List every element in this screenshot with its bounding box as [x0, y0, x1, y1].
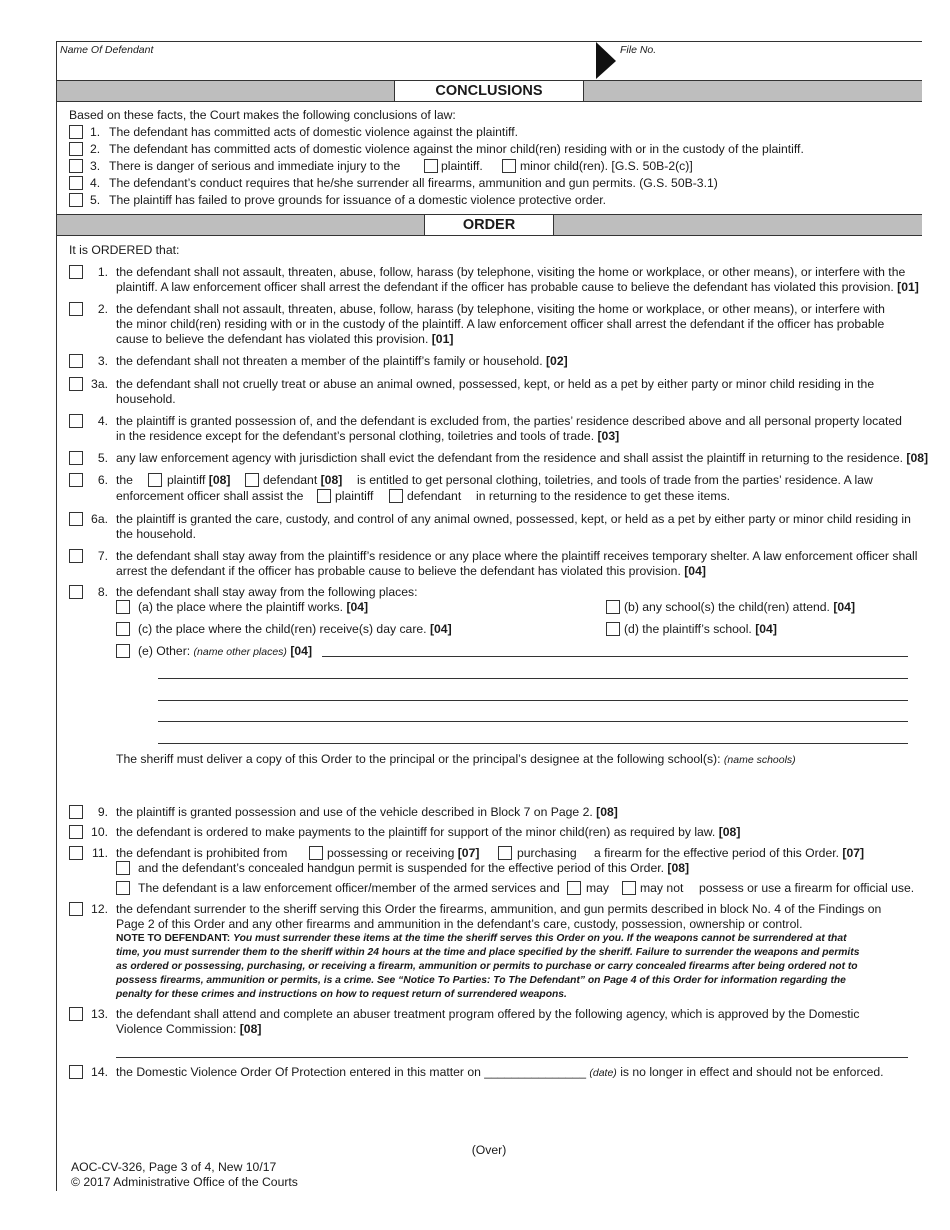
conclusion-text: The defendant has committed acts of domestic violence against the minor child(ren) residing with or in the custody of the plaintiff. [109, 142, 804, 156]
over-label: (Over) [471, 1143, 507, 1157]
order-code: [04] [833, 600, 856, 614]
order-number: 3a. [91, 377, 108, 391]
order-code: [03] [597, 429, 620, 443]
order-code: [08] [596, 805, 618, 819]
conclusion-number: 4. [90, 176, 101, 190]
arrow-marker-icon [596, 42, 618, 80]
place-b-label: (b) any school(s) the child(ren) attend. [624, 600, 830, 614]
conclusion-text: There is danger of serious and immediate injury to the [109, 159, 401, 173]
sheriff-delivery-hint: (name schools) [723, 754, 796, 766]
place-e-label: (e) Other: [138, 644, 191, 658]
order-title: ORDER [424, 214, 554, 236]
other-places-line[interactable] [158, 721, 908, 722]
order-number: 14. [91, 1065, 108, 1079]
order-code: [01] [897, 280, 919, 294]
note-label: NOTE TO DEFENDANT: [116, 933, 231, 944]
order-number: 5. [97, 451, 108, 465]
date-blank[interactable]: _______________ [484, 1065, 586, 1079]
order-code: [02] [546, 354, 568, 368]
order-text-line: the defendant surrender to the sheriff serving this Order the firearms, ammunition, and gun permits described in block No. 4 of the Findings on [116, 902, 882, 916]
order-text-line: cause to believe the defendant has violated this provision. [116, 332, 429, 346]
date-hint: (date) [589, 1067, 617, 1079]
order-text-line: Violence Commission: [116, 1022, 237, 1036]
conclusion-1-checkbox[interactable] [69, 125, 83, 139]
order-code: [01] [431, 332, 454, 346]
order-number: 9. [97, 805, 108, 819]
order-text-line: possess or use a firearm for official use. [699, 881, 915, 895]
order-code: [04] [684, 564, 706, 578]
order-text-line: The defendant is a law enforcement officer/member of the armed services and [138, 881, 560, 895]
order-intro: It is ORDERED that: [69, 243, 180, 257]
order-number: 6a. [91, 512, 108, 526]
order-number: 12. [91, 902, 108, 916]
defendant-name-field[interactable] [200, 50, 580, 70]
order-text-line: the defendant shall attend and complete an abuser treatment program offered by the following agency, which is approved by the Domestic [116, 1007, 860, 1021]
order-text-line: the defendant shall not cruelly treat or abuse an animal owned, possessed, kept, or held as a pet by either party or minor child residing in the [116, 377, 875, 391]
note-text: as ordered or possessing, purchasing, or receiving a firearm, ammunition or permits to purchase or carry concealed firearms after being ordered not to [116, 961, 858, 972]
assist-plaintiff-checkbox[interactable] [317, 489, 331, 503]
order-number: 4. [97, 414, 108, 428]
order-text-line: household. [116, 392, 176, 406]
order-code: [07] [457, 846, 480, 860]
order-code: [08] [718, 825, 741, 839]
other-places-line[interactable] [158, 743, 908, 744]
danger-plaintiff-checkbox[interactable] [424, 159, 438, 173]
may-not-label: may not [640, 881, 684, 895]
other-places-line[interactable] [158, 678, 908, 679]
assist-plaintiff-label: plaintiff [335, 489, 374, 503]
order-code: [08] [906, 451, 929, 465]
order-text-line: the defendant is ordered to make payments to the plaintiff for support of the minor child(ren) as required by law. [116, 825, 716, 839]
order-text-line: the defendant shall not threaten a member of the plaintiff’s family or household. [116, 354, 543, 368]
retrieve-defendant-label: defendant [263, 473, 318, 487]
order-number: 2. [97, 302, 108, 316]
other-places-line[interactable] [158, 700, 908, 701]
conclusion-number: 3. [90, 159, 101, 173]
order-number: 1. [97, 265, 108, 279]
prohibit-possessing-label: possessing or receiving [327, 846, 455, 860]
order-text-line: the [116, 473, 133, 487]
order-text-line: the Domestic Violence Order Of Protection entered in this matter on [116, 1065, 481, 1079]
file-number-field[interactable] [670, 50, 910, 70]
place-e-checkbox[interactable] [116, 644, 130, 658]
order-text-line: the defendant shall not assault, threaten, abuse, follow, harass (by telephone, visiting the home or workplace, or other means), or interfere with [116, 302, 885, 316]
order-number: 8. [97, 585, 108, 599]
order-text-line: and the defendant’s concealed handgun permit is suspended for the effective period of this Order. [138, 861, 664, 875]
order-code: [08] [239, 1022, 262, 1036]
order-number: 11. [91, 846, 108, 860]
conclusion-number: 2. [90, 142, 101, 156]
place-e-hint: (name other places) [193, 646, 287, 658]
note-text: possess firearms, ammunition or permits, is a crime. See “Notice To Parties: To The Defendant” on Page 4 of this Order for information regarding the [116, 975, 846, 986]
place-c-label: (c) the place where the child(ren) receive(s) day care. [138, 622, 427, 636]
place-d-label: (d) the plaintiff’s school. [624, 622, 752, 636]
order-text-line: the plaintiff is granted possession of, and the defendant is excluded from, the parties’ residence described above and all personal property located [116, 414, 902, 428]
assist-defendant-label: defendant [407, 489, 462, 503]
defendant-name-label: Name Of Defendant [60, 44, 154, 56]
order-code: [04] [429, 622, 452, 636]
retrieve-defendant-checkbox[interactable] [245, 473, 259, 487]
officer-checkbox[interactable] [116, 881, 130, 895]
may-not-checkbox[interactable] [622, 881, 636, 895]
place-c-checkbox[interactable] [116, 622, 130, 636]
may-checkbox[interactable] [567, 881, 581, 895]
conclusion-number: 5. [90, 193, 101, 207]
order-number: 10. [91, 825, 108, 839]
order-code: [08] [208, 473, 231, 487]
place-a-label: (a) the place where the plaintiff works. [138, 600, 344, 614]
order-text-line: the plaintiff is granted possession and use of the vehicle described in Block 7 on Page 2. [116, 805, 593, 819]
order-text-line: the plaintiff is granted the care, custody, and control of any animal owned, possessed, kept, or held as a pet by either party or minor child residing in [116, 512, 911, 526]
place-d-checkbox[interactable] [606, 622, 620, 636]
sheriff-delivery-text: The sheriff must deliver a copy of this Order to the principal or the principal’s designee at the following school(s): [116, 752, 721, 766]
conclusion-5-checkbox[interactable] [69, 193, 83, 207]
permit-suspended-checkbox[interactable] [116, 861, 130, 875]
order-text-line: a firearm for the effective period of this Order. [594, 846, 839, 860]
danger-children-checkbox[interactable] [502, 159, 516, 173]
order-code: [08] [320, 473, 343, 487]
order-text-line: the minor child(ren) residing with or in the custody of the plaintiff. A law enforcement officer shall arrest the defendant if the officer has probable [116, 317, 885, 331]
order-code: [07] [842, 846, 865, 860]
order-text-line: Page 2 of this Order and any other firearms and ammunition in the defendant’s care, custody, possession, ownership or control. [116, 917, 803, 931]
order-code: [04] [755, 622, 777, 636]
order-text-line: in returning to the residence to get these items. [476, 489, 731, 503]
note-text: You must surrender these items at the time the sheriff serves this Order on you. If the weapons cannot be surrendered at that [233, 933, 847, 944]
retrieve-plaintiff-checkbox[interactable] [148, 473, 162, 487]
order-text-line: the defendant shall stay away from the plaintiff’s residence or any place where the plaintiff receives temporary shelter. A law enforcement officer shall [116, 549, 918, 563]
order-text-line: the defendant shall not assault, threaten, abuse, follow, harass (by telephone, visiting the home or workplace, or other means), or interfere with the [116, 265, 906, 279]
place-a-checkbox[interactable] [116, 600, 130, 614]
retrieve-plaintiff-label: plaintiff [167, 473, 206, 487]
note-text: penalty for these crimes and instructions on how to request return of surrendered weapons. [116, 989, 567, 1000]
order-text-line: the defendant is prohibited from [116, 846, 288, 860]
order-text-line: is no longer in effect and should not be enforced. [620, 1065, 884, 1079]
form-id: AOC-CV-326, Page 3 of 4, New 10/17 [71, 1160, 277, 1174]
order-number: 3. [97, 354, 108, 368]
agency-line[interactable] [116, 1057, 908, 1058]
conclusion-text: The plaintiff has failed to prove grounds for issuance of a domestic violence protective order. [109, 193, 607, 207]
danger-children-label: minor child(ren). [G.S. 50B-2(c)] [520, 159, 693, 173]
order-code: [04] [290, 644, 313, 658]
order-text-line: arrest the defendant if the officer has probable cause to believe the defendant has violated this provision. [116, 564, 681, 578]
order-text-line: is entitled to get personal clothing, toiletries, and tools of trade from the parties’ residence. A law [357, 473, 873, 487]
order-text-line: the household. [116, 527, 196, 541]
danger-plaintiff-label: plaintiff. [441, 159, 483, 173]
order-code: [08] [667, 861, 690, 875]
copyright: © 2017 Administrative Office of the Courts [71, 1175, 298, 1189]
order-text-line: any law enforcement agency with jurisdiction shall evict the defendant from the residence and shall assist the plaintiff in returning to the residence. [116, 451, 903, 465]
conclusion-3-checkbox[interactable] [69, 159, 83, 173]
prohibit-purchasing-label: purchasing [517, 846, 577, 860]
order-text-line: the defendant shall stay away from the following places: [116, 585, 418, 599]
may-label: may [586, 881, 610, 895]
file-number-label: File No. [620, 44, 657, 56]
order-text-line: enforcement officer shall assist the [116, 489, 304, 503]
note-text: time, you must surrender them to the sheriff within 24 hours at the time and place specified by the sheriff. Failure to surrender the weapons and permits [116, 947, 860, 958]
prohibit-purchasing-checkbox[interactable] [498, 846, 512, 860]
order-text-line: plaintiff. A law enforcement officer shall arrest the defendant if the officer has probable cause to believe the defendant has violated this provision. [116, 280, 894, 294]
conclusion-number: 1. [90, 125, 101, 139]
conclusions-intro: Based on these facts, the Court makes the following conclusions of law: [69, 108, 456, 122]
order-number: 6. [97, 473, 108, 487]
conclusions-title: CONCLUSIONS [394, 80, 584, 102]
order-code: [04] [346, 600, 369, 614]
conclusion-4-checkbox[interactable] [69, 176, 83, 190]
place-b-checkbox[interactable] [606, 600, 620, 614]
other-places-line[interactable] [322, 656, 908, 657]
conclusion-text: The defendant’s conduct requires that he/she surrender all firearms, ammunition and gun permits. (G.S. 50B-3.1) [109, 176, 718, 190]
prohibit-possessing-checkbox[interactable] [309, 846, 323, 860]
conclusion-2-checkbox[interactable] [69, 142, 83, 156]
conclusion-text: The defendant has committed acts of domestic violence against the plaintiff. [109, 125, 518, 139]
order-number: 7. [97, 549, 108, 563]
order-number: 13. [91, 1007, 108, 1021]
assist-defendant-checkbox[interactable] [389, 489, 403, 503]
order-text-line: in the residence except for the defendant’s personal clothing, toiletries and tools of trade. [116, 429, 595, 443]
